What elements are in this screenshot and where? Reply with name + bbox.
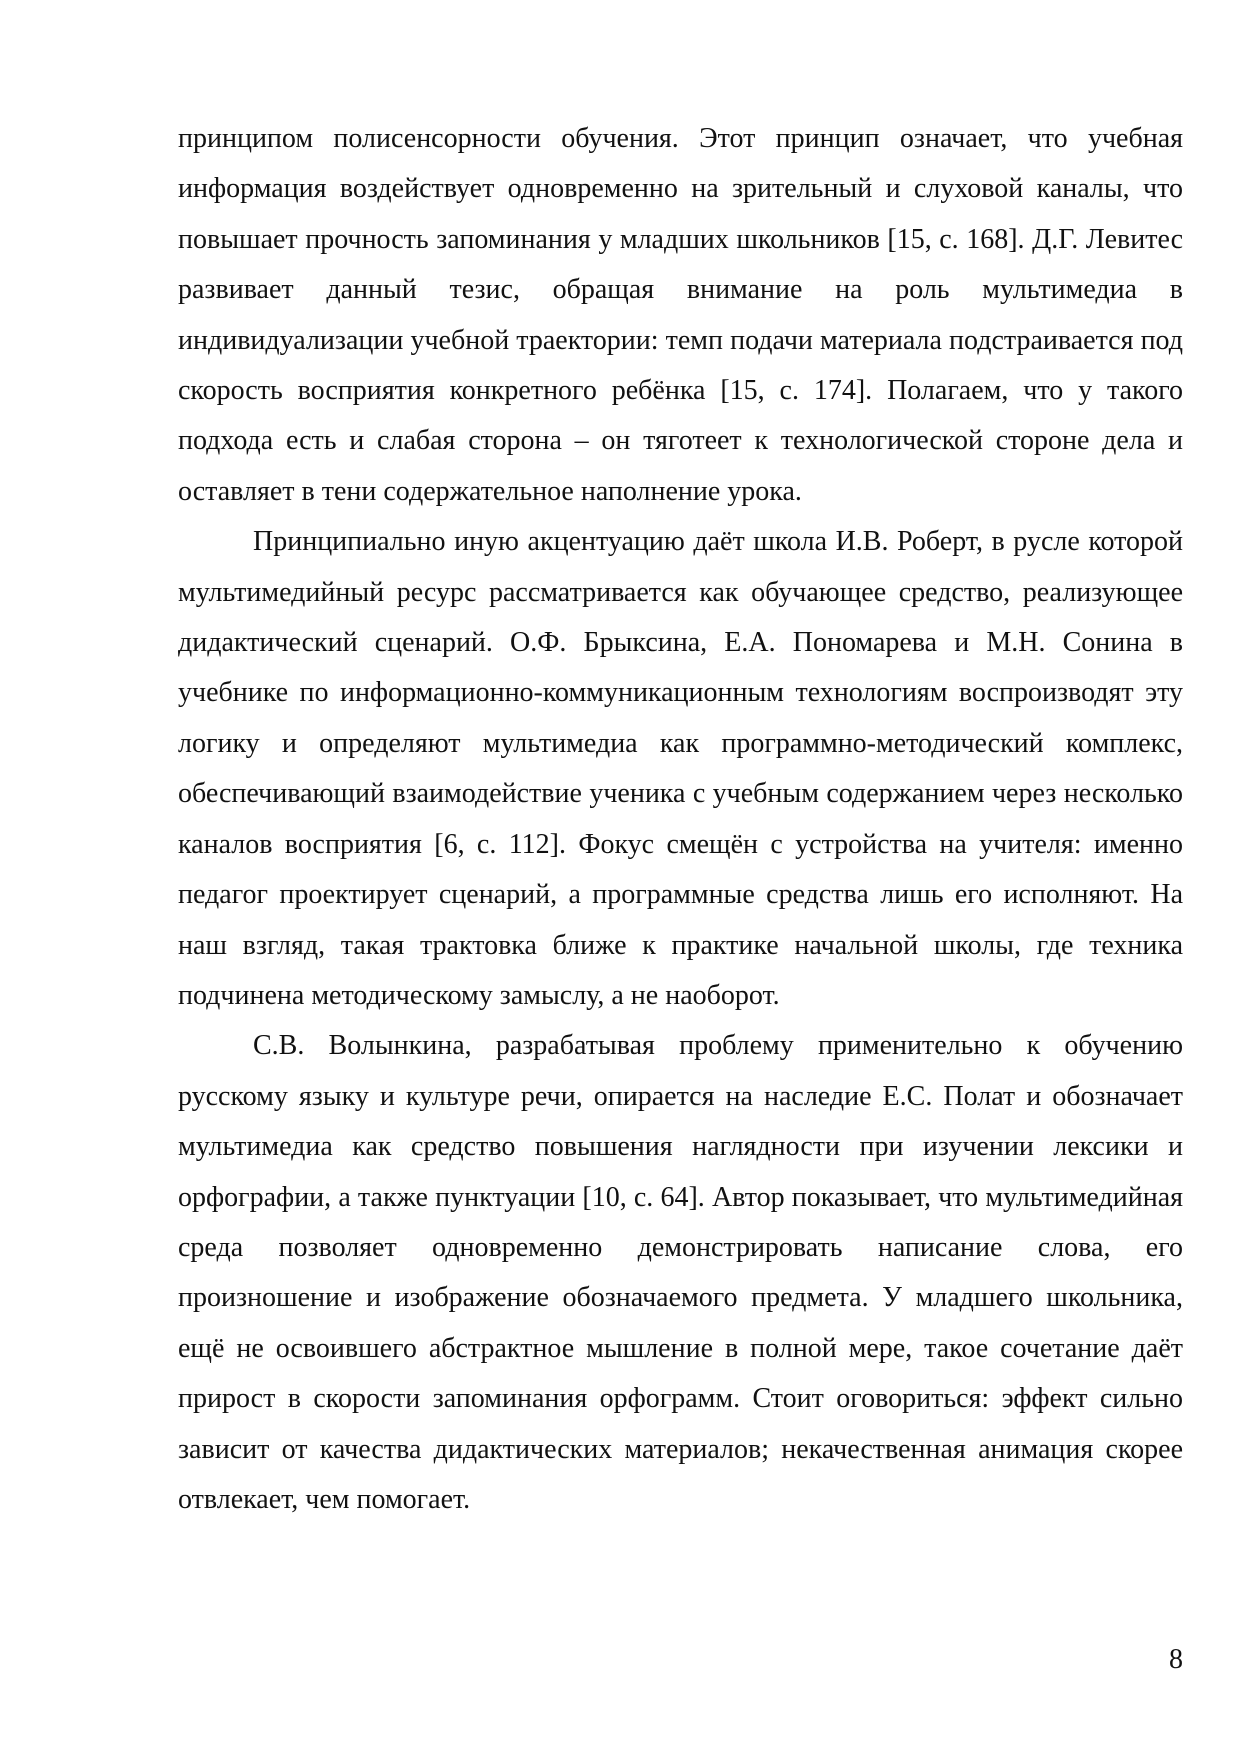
page-number: 8: [1169, 1644, 1183, 1675]
paragraph-2: Принципиально иную акцентуацию даёт школа И.В. Роберт, в русле которой мультимедийный ресурс рассматривается как обучающее средство, реализующее дидактический сценарий. О.Ф. Брыксина, Е.А. Пономарева и М.Н. Сонина в учебнике по информационно-коммуникационным технологиям воспроизводят эту логику и определяют мультимедиа как программно-методический комплекс, обеспечивающий взаимодействие ученика с учебным содержанием через несколько каналов восприятия [6, с. 112]. Фокус смещён с устройства на учителя: именно педагог проектирует сценарий, а программные средства лишь его исполняют. На наш взгляд, такая трактовка ближе к практике начальной школы, где техника подчинена методическому замыслу, а не наоборот.: [178, 526, 1183, 1011]
paragraph-1: принципом полисенсорности обучения. Этот принцип означает, что учебная информация воздействует одновременно на зрительный и слуховой каналы, что повышает прочность запоминания у младших школьников [15, с. 168]. Д.Г. Левитес развивает данный тезис, обращая внимание на роль мультимедиа в индивидуализации учебной траектории: темп подачи материала подстраивается под скорость восприятия конкретного ребёнка [15, с. 174]. Полагаем, что у такого подхода есть и слабая сторона – он тяготеет к технологической стороне дела и оставляет в тени содержательное наполнение урока.: [178, 123, 1183, 507]
body-text: [178, 114, 1183, 1525]
paragraph-3: С.В. Волынкина, разрабатывая проблему применительно к обучению русскому языку и культуре речи, опирается на наследие Е.С. Полат и обозначает мультимедиа как средство повышения наглядности при изучении лексики и орфографии, а также пунктуации [10, с. 64]. Автор показывает, что мультимедийная среда позволяет одновременно демонстрировать написание слова, его произношение и изображение обозначаемого предмета. У младшего школьника, ещё не освоившего абстрактное мышление в полной мере, такое сочетание даёт прирост в скорости запоминания орфограмм. Стоит оговориться: эффект сильно зависит от качества дидактических материалов; некачественная анимация скорее отвлекает, чем помогает.: [178, 1030, 1183, 1515]
